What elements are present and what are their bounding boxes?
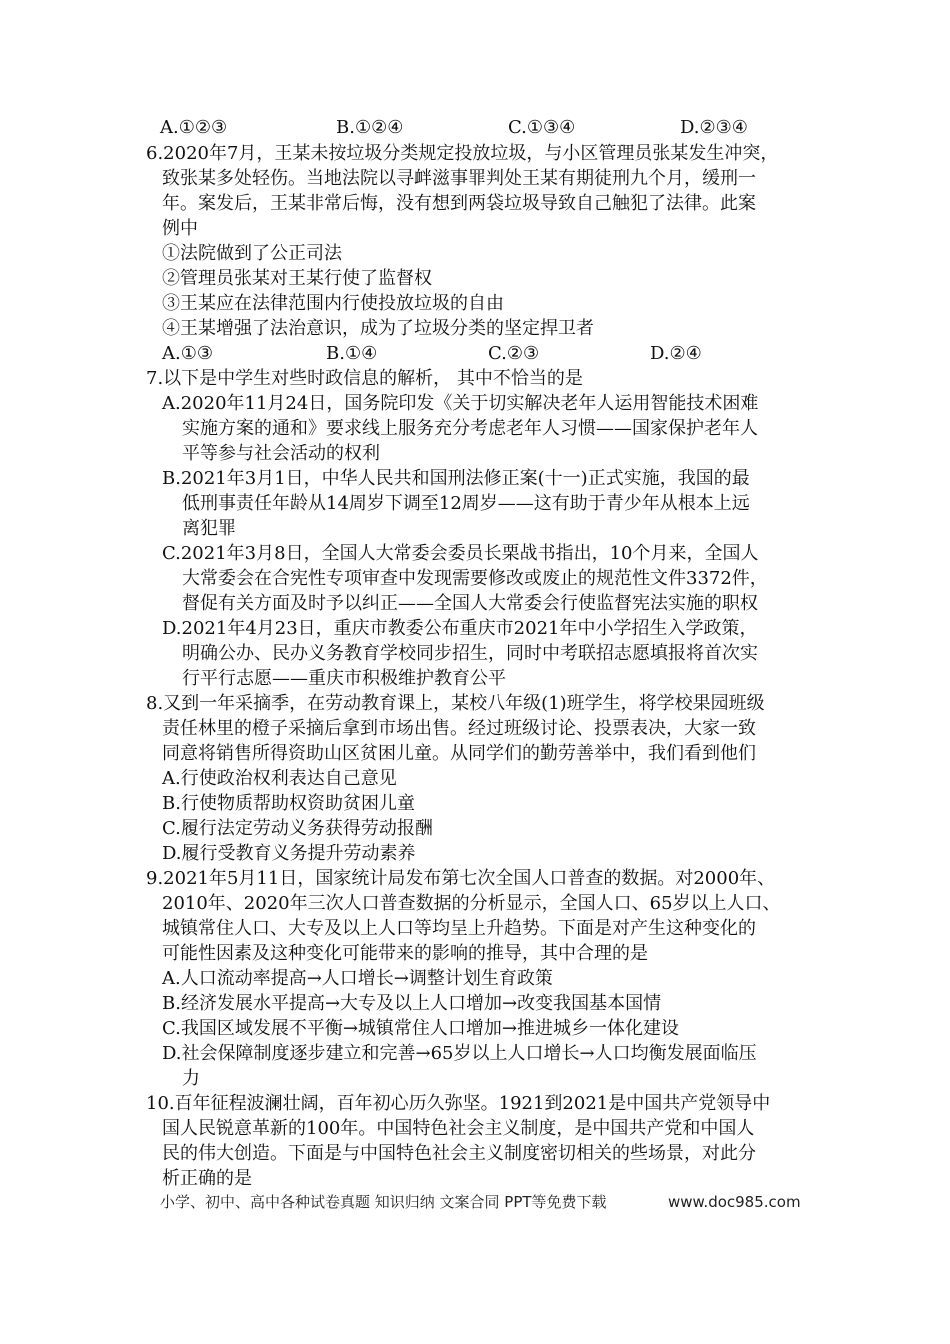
page-footer [160, 1190, 800, 1215]
q6-item: ②管理员张某对王某行使了监督权 [162, 268, 432, 289]
q6-item: ③王某应在法律范围内行使投放垃圾的自由 [162, 293, 504, 314]
q7-option-c-cont: 督促有关方面及时予以纠正——全国人大常委会行使监督宪法实施的职权 [182, 593, 758, 614]
option-d: D.②③④ [680, 117, 748, 138]
q9-option-c: C.我国区域发展不平衡→城镇常住人口增加→推进城乡一体化建设 [162, 1018, 680, 1039]
q7-option-d-cont: 明确公办、民办义务教育学校同步招生，同时中考联招志愿填报将首次实 [182, 643, 758, 664]
q8-stem-line: 责任林里的橙子采摘后拿到市场出售。经过班级讨论、投票表决，大家一致 [162, 718, 756, 739]
q9-option-d: D.社会保障制度逐步建立和完善→65岁以上人口增长→人口均衡发展面临压 [162, 1043, 757, 1064]
q7-option-d: D.2021年4月23日，重庆市教委公布重庆市2021年中小学招生入学政策， [162, 618, 758, 639]
q5-options [160, 116, 860, 141]
q7-option-a-cont: 平等参与社会活动的权利 [182, 443, 380, 464]
q7-option-a-cont: 实施方案的通和》要求线上服务充分考虑老年人习惯——国家保护老年人 [182, 418, 758, 439]
q6-option-b: B.①④ [326, 343, 378, 364]
q9-option-b: B.经济发展水平提高→大专及以上人口增加→改变我国基本国情 [162, 993, 662, 1014]
q8-option-d: D.履行受教育义务提升劳动素养 [162, 843, 416, 864]
q6-item: ④王某增强了法治意识，成为了垃圾分类的坚定捍卫者 [162, 318, 594, 339]
footer-text: 小学、初中、高中各种试卷真题 知识归纳 文案合同 PPT等免费下载 [160, 1193, 607, 1211]
q6-option-d: D.②④ [650, 343, 702, 364]
q9-option-d-cont: 力 [182, 1068, 200, 1089]
q8-stem-line: 8.又到一年采摘季，在劳动教育课上，某校八年级(1)班学生，将学校果园班级 [146, 693, 765, 714]
q6-stem-line: 例中 [162, 218, 198, 239]
q6-item: ①法院做到了公正司法 [162, 243, 342, 264]
q6-stem-line: 年。案发后，王某非常后悔，没有想到两袋垃圾导致自己触犯了法律。此案 [162, 193, 756, 214]
q10-stem-line: 国人民锐意革新的100年。中国特色社会主义制度，是中国共产党和中国人 [162, 1118, 755, 1139]
q6-option-c: C.②③ [488, 343, 540, 364]
q7-option-b-cont: 离犯罪 [182, 518, 236, 539]
q9-stem-line: 可能性因素及这种变化可能带来的影响的推导，其中合理的是 [162, 943, 648, 964]
q8-option-a: A.行使政治权利表达自己意见 [162, 768, 397, 789]
q6-option-a: A.①③ [162, 343, 213, 364]
option-a: A.①②③ [160, 117, 228, 138]
q8-option-c: C.履行法定劳动义务获得劳动报酬 [162, 818, 433, 839]
footer-website-link[interactable]: www.doc985.com [668, 1193, 801, 1211]
q10-stem-line: 民的伟大创造。下面是与中国特色社会主义制度密切相关的些场景，对此分 [162, 1143, 756, 1164]
q8-stem-line: 同意将销售所得资助山区贫困儿童。从同学们的勤劳善举中，我们看到他们 [162, 743, 756, 764]
q7-option-d-cont: 行平行志愿——重庆市积极维护教育公平 [182, 668, 506, 689]
q8-option-b: B.行使物质帮助权资助贫困儿童 [162, 793, 415, 814]
q6-stem-line: 6.2020年7月，王某未按垃圾分类规定投放垃圾，与小区管理员张某发生冲突， [146, 143, 779, 164]
q7-option-b-cont: 低刑事责任年龄从14周岁下调至12周岁——这有助于青少年从根本上远 [182, 493, 750, 514]
q9-stem-line: 城镇常住人口、大专及以上人口等均呈上升趋势。下面是对产生这种变化的 [162, 918, 756, 939]
option-c: C.①③④ [508, 117, 576, 138]
q7-stem: 7.以下是中学生对些时政信息的解析， 其中不恰当的是 [146, 368, 583, 389]
q7-option-a: A.2020年11月24日，国务院印发《关于切实解决老年人运用智能技术困难 [162, 393, 759, 414]
q10-stem-line: 10.百年征程波澜壮阔，百年初心历久弥坚。1921到2021是中国共产党领导中 [146, 1093, 771, 1114]
q9-option-a: A.人口流动率提高→人口增长→调整计划生育政策 [162, 968, 553, 989]
q7-option-c-cont: 大常委会在合宪性专项审查中发现需要修改或废止的规范性文件3372件， [182, 568, 768, 589]
option-b: B.①②④ [336, 117, 404, 138]
q9-stem-line: 2010年、2020年三次人口普查数据的分析显示，全国人口、65岁以上人口、 [162, 893, 781, 914]
q7-option-b: B.2021年3月1日，中华人民共和国刑法修正案(十一)正式实施，我国的最 [162, 468, 750, 489]
q9-stem-line: 9.2021年5月11日，国家统计局发布第七次全国人口普查的数据。对2000年、 [146, 868, 776, 889]
q10-stem-line: 析正确的是 [162, 1168, 252, 1189]
q7-option-c: C.2021年3月8日，全国人大常委会委员长栗战书指出，10个月来，全国人 [162, 543, 759, 564]
q6-stem-line: 致张某多处轻伤。当地法院以寻衅滋事罪判处王某有期徒刑九个月，缓刑一 [162, 168, 756, 189]
